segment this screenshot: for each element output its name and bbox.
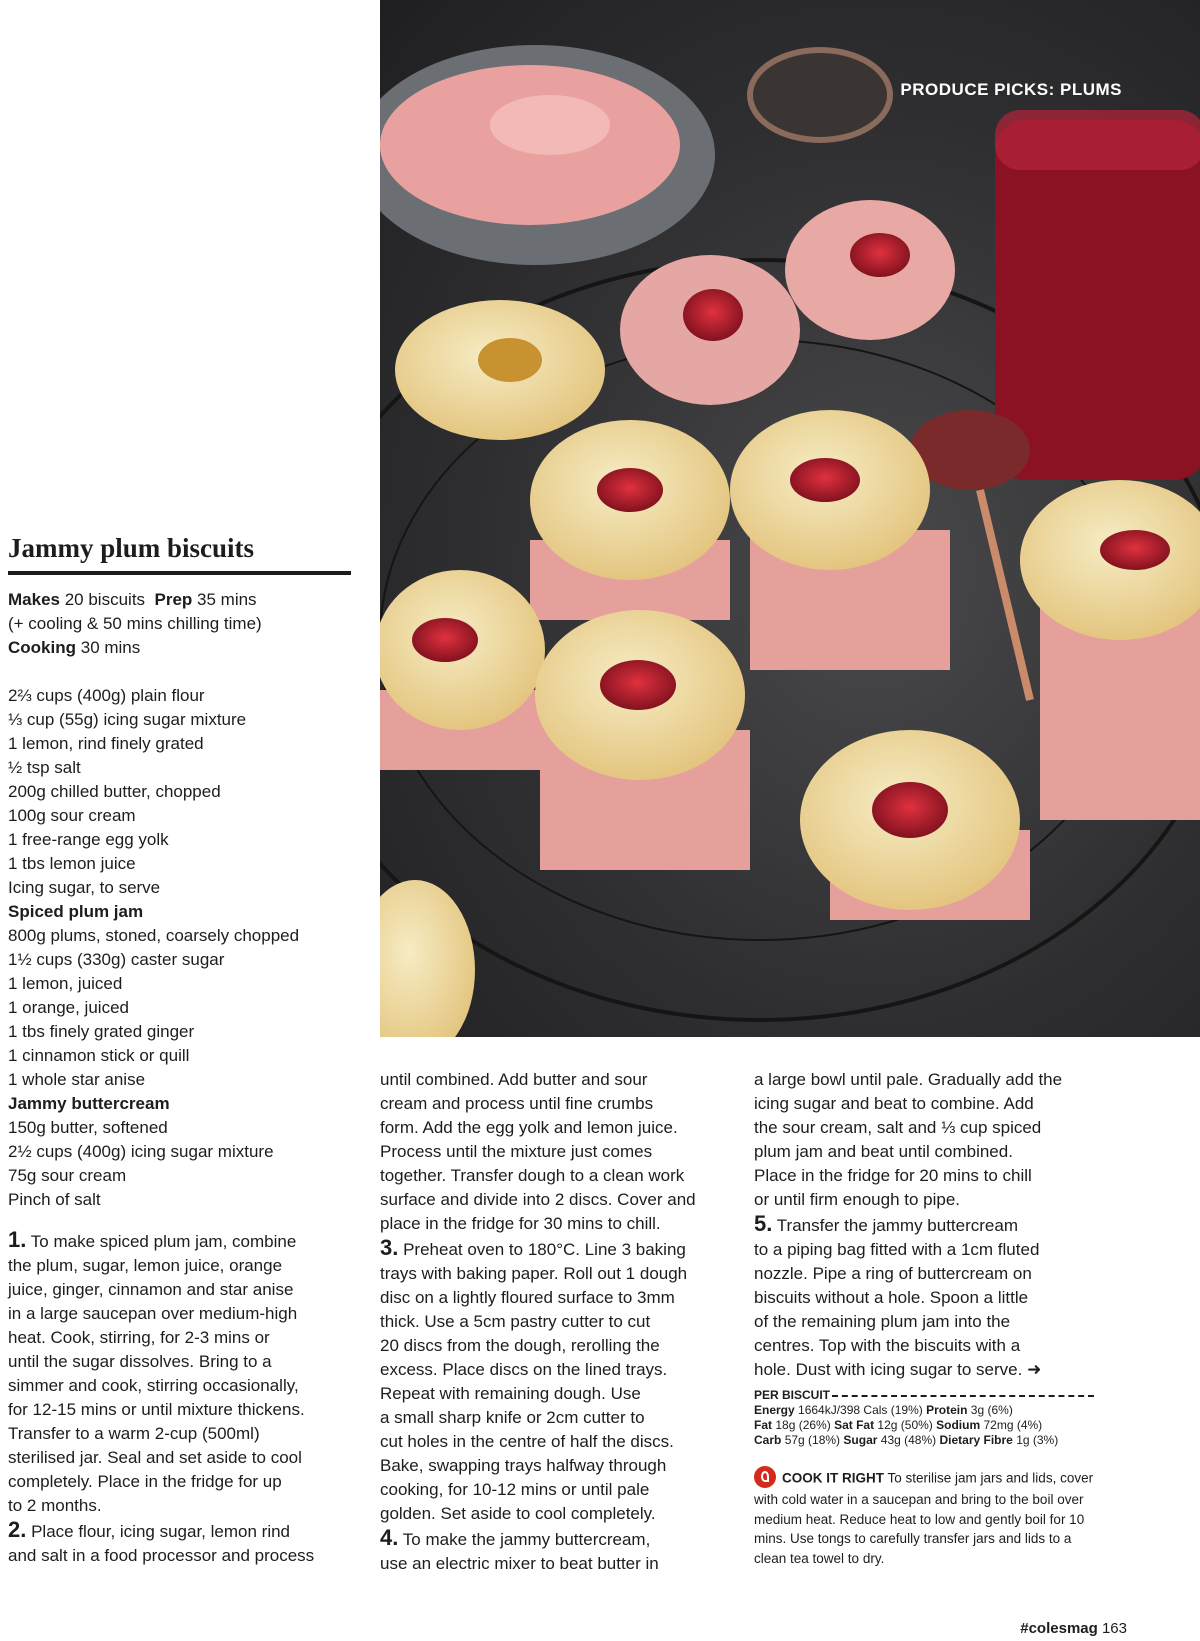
ingredient-item: 200g chilled butter, chopped — [8, 782, 221, 801]
method-text: disc on a lightly floured surface to 3mm — [380, 1288, 675, 1307]
method-text: of the remaining plum jam into the — [754, 1312, 1011, 1331]
method-text: To make the jammy buttercream, — [398, 1530, 651, 1549]
method-text: simmer and cook, stirring occasionally, — [8, 1376, 299, 1395]
method-line — [380, 1286, 745, 1310]
ingredient-item: Icing sugar, to serve — [8, 878, 161, 897]
nutrition-panel — [754, 1388, 1094, 1448]
method-line — [380, 1334, 745, 1358]
method-line — [8, 1398, 373, 1422]
method-line — [754, 1212, 1119, 1238]
method-line — [380, 1262, 745, 1286]
fibre-label: Dietary Fibre — [939, 1433, 1013, 1447]
ingredient-item: ⅓ cup (55g) icing sugar mixture — [8, 710, 247, 729]
method-line — [380, 1068, 745, 1092]
hero-photo — [380, 0, 1200, 1037]
cooking-label: Cooking — [8, 638, 76, 657]
method-text: To make spiced plum jam, combine — [26, 1232, 297, 1251]
method-line — [380, 1454, 745, 1478]
method-line — [8, 1494, 373, 1518]
method-line — [380, 1092, 745, 1116]
method-line — [754, 1358, 1119, 1382]
makes-label: Makes — [8, 590, 60, 609]
step-number: 4. — [380, 1525, 399, 1550]
method-text: hole. Dust with icing sugar to serve. — [754, 1360, 1023, 1379]
ingredient-item: 1 orange, juiced — [8, 998, 129, 1017]
protein-label: Protein — [926, 1403, 968, 1417]
method-line — [754, 1140, 1119, 1164]
method-line — [8, 1422, 373, 1446]
method-text: until combined. Add butter and sour — [380, 1070, 648, 1089]
page-footer — [1020, 1620, 1127, 1637]
method-text: to 2 months. — [8, 1496, 102, 1515]
nutrition-heading: PER BISCUIT — [754, 1388, 831, 1402]
method-column-2 — [380, 1068, 745, 1576]
method-line — [754, 1092, 1119, 1116]
carb-label: Carb — [754, 1433, 782, 1447]
method-line — [8, 1350, 373, 1374]
ingredient-item: 1 whole star anise — [8, 1070, 146, 1089]
recipe-title: Jammy plum biscuits — [8, 533, 255, 563]
method-line — [8, 1254, 373, 1278]
cook-tip-label: COOK IT RIGHT — [782, 1470, 884, 1486]
prep-label: Prep — [154, 590, 193, 609]
cook-tip — [754, 1468, 1099, 1568]
method-line — [8, 1470, 373, 1494]
method-text: Transfer to a warm 2-cup (500ml) — [8, 1424, 260, 1443]
method-text: Place flour, icing sugar, lemon rind — [26, 1522, 291, 1541]
method-text: plum jam and beat until combined. — [754, 1142, 1013, 1161]
method-line — [380, 1502, 745, 1526]
method-line — [8, 1374, 373, 1398]
method-line — [8, 1518, 373, 1544]
method-text: form. Add the egg yolk and lemon juice. — [380, 1118, 678, 1137]
ingredient-item: 1 lemon, rind finely grated — [8, 734, 204, 753]
method-text: a large bowl until pale. Gradually add the — [754, 1070, 1063, 1089]
sodium-label: Sodium — [936, 1418, 981, 1432]
nutrition-divider — [832, 1395, 1094, 1397]
method-line — [380, 1430, 745, 1454]
ingredient-item: 1 tbs lemon juice — [8, 854, 136, 873]
chef-icon — [754, 1466, 776, 1488]
method-text: Process until the mixture just comes — [380, 1142, 653, 1161]
title-divider — [8, 571, 351, 575]
method-line — [380, 1552, 745, 1576]
ingredient-item: 2⅔ cups (400g) plain flour — [8, 686, 205, 705]
prep-note: (+ cooling & 50 mins chilling time) — [8, 614, 262, 633]
method-line — [380, 1164, 745, 1188]
method-column-1 — [8, 1228, 373, 1568]
method-column-3 — [754, 1068, 1119, 1382]
step-number: 5. — [754, 1211, 773, 1236]
method-text: juice, ginger, cinnamon and star anise — [8, 1280, 294, 1299]
ingredient-item: 150g butter, softened — [8, 1118, 168, 1137]
method-text: cut holes in the centre of half the discs. — [380, 1432, 674, 1451]
ingredient-subheading: Jammy buttercream — [8, 1094, 170, 1113]
method-line — [380, 1382, 745, 1406]
method-text: biscuits without a hole. Spoon a little — [754, 1288, 1029, 1307]
method-line — [754, 1238, 1119, 1262]
method-line — [380, 1188, 745, 1212]
method-line — [380, 1236, 745, 1262]
method-text: centres. Top with the biscuits with a — [754, 1336, 1021, 1355]
method-line — [380, 1526, 745, 1552]
method-line — [8, 1278, 373, 1302]
method-line — [8, 1302, 373, 1326]
footer-hashtag: #colesmag — [1020, 1620, 1098, 1637]
prep-value: 35 mins — [197, 590, 257, 609]
method-text: golden. Set aside to cool completely. — [380, 1504, 656, 1523]
cooking-value: 30 mins — [80, 638, 141, 657]
method-line — [380, 1406, 745, 1430]
method-text: cooking, for 10-12 mins or until pale — [380, 1480, 650, 1499]
method-line — [754, 1068, 1119, 1092]
method-line — [754, 1164, 1119, 1188]
method-line — [754, 1262, 1119, 1286]
method-text: surface and divide into 2 discs. Cover and — [380, 1190, 696, 1209]
ingredient-item: 75g sour cream — [8, 1166, 127, 1185]
method-text: place in the fridge for 30 mins to chill. — [380, 1214, 661, 1233]
method-text: in a large saucepan over medium-high — [8, 1304, 298, 1323]
method-text: and salt in a food processor and process — [8, 1546, 315, 1565]
carb-value: 57g (18%) — [784, 1433, 841, 1447]
method-line — [380, 1358, 745, 1382]
method-line — [8, 1446, 373, 1470]
method-line — [754, 1188, 1119, 1212]
fat-label: Fat — [754, 1418, 772, 1432]
method-line — [380, 1212, 745, 1236]
ingredient-subheading: Spiced plum jam — [8, 902, 144, 921]
ingredient-item: 100g sour cream — [8, 806, 136, 825]
method-line — [8, 1544, 373, 1568]
sugar-value: 43g (48%) — [880, 1433, 937, 1447]
method-text: cream and process until fine crumbs — [380, 1094, 654, 1113]
page-number: 163 — [1101, 1620, 1127, 1637]
makes-value: 20 biscuits — [64, 590, 146, 609]
ingredient-item: 2½ cups (400g) icing sugar mixture — [8, 1142, 274, 1161]
biscuits-illustration — [380, 0, 1200, 1037]
fibre-value: 1g (3%) — [1016, 1433, 1059, 1447]
ingredient-item: Pinch of salt — [8, 1190, 101, 1209]
method-text: Repeat with remaining dough. Use — [380, 1384, 641, 1403]
method-text: a small sharp knife or 2cm cutter to — [380, 1408, 645, 1427]
method-line — [380, 1478, 745, 1502]
satfat-value: 12g (50%) — [877, 1418, 933, 1432]
ingredient-item: 1 free-range egg yolk — [8, 830, 169, 849]
method-text: trays with baking paper. Roll out 1 dough — [380, 1264, 688, 1283]
satfat-label: Sat Fat — [834, 1418, 875, 1432]
method-line — [754, 1116, 1119, 1140]
method-line — [8, 1228, 373, 1254]
ingredient-item: ½ tsp salt — [8, 758, 81, 777]
ingredient-item: 1 lemon, juiced — [8, 974, 123, 993]
method-text: thick. Use a 5cm pastry cutter to cut — [380, 1312, 651, 1331]
method-text: to a piping bag fitted with a 1cm fluted — [754, 1240, 1040, 1259]
ingredient-list — [8, 684, 368, 1212]
method-text: or until firm enough to pipe. — [754, 1190, 961, 1209]
method-text: Place in the fridge for 20 mins to chill — [754, 1166, 1032, 1185]
protein-value: 3g (6%) — [970, 1403, 1013, 1417]
section-tag: PRODUCE PICKS: PLUMS — [900, 80, 1122, 99]
method-text: Bake, swapping trays halfway through — [380, 1456, 667, 1475]
energy-value: 1664kJ/398 Cals (19%) — [798, 1403, 923, 1417]
energy-label: Energy — [754, 1403, 795, 1417]
method-text: for 12-15 mins or until mixture thickens. — [8, 1400, 305, 1419]
method-text: sterilised jar. Seal and set aside to cool — [8, 1448, 302, 1467]
method-line — [8, 1326, 373, 1350]
method-line — [754, 1286, 1119, 1310]
method-text: together. Transfer dough to a clean work — [380, 1166, 685, 1185]
method-line — [754, 1334, 1119, 1358]
step-number: 3. — [380, 1235, 399, 1260]
method-line — [380, 1140, 745, 1164]
method-line — [380, 1310, 745, 1334]
method-text: use an electric mixer to beat butter in — [380, 1554, 659, 1573]
ingredient-item: 1 tbs finely grated ginger — [8, 1022, 195, 1041]
method-text: Transfer the jammy buttercream — [772, 1216, 1018, 1235]
recipe-meta — [8, 588, 368, 660]
continue-arrow-icon: ➜ — [1027, 1360, 1042, 1379]
method-text: until the sugar dissolves. Bring to a — [8, 1352, 272, 1371]
method-text: 20 discs from the dough, rerolling the — [380, 1336, 660, 1355]
fat-value: 18g (26%) — [775, 1418, 831, 1432]
cook-tip-text: To sterilise jam jars and lids, cover with cold water in a saucepan and bring to the boil over medium heat. Reduce heat to low and gently boil for 10 mins. Use tongs to carefully transfer jars and lids to a clean tea towel to dry. — [754, 1470, 1094, 1566]
sodium-value: 72mg (4%) — [983, 1418, 1043, 1432]
method-text: Preheat oven to 180°C. Line 3 baking — [398, 1240, 686, 1259]
method-text: icing sugar and beat to combine. Add — [754, 1094, 1034, 1113]
method-line — [754, 1310, 1119, 1334]
method-text: the sour cream, salt and ⅓ cup spiced — [754, 1118, 1042, 1137]
method-line — [380, 1116, 745, 1140]
method-text: heat. Cook, stirring, for 2-3 mins or — [8, 1328, 270, 1347]
step-number: 2. — [8, 1517, 27, 1542]
ingredient-item: 1½ cups (330g) caster sugar — [8, 950, 225, 969]
method-text: the plum, sugar, lemon juice, orange — [8, 1256, 283, 1275]
ingredient-item: 800g plums, stoned, coarsely chopped — [8, 926, 300, 945]
step-number: 1. — [8, 1227, 27, 1252]
ingredient-item: 1 cinnamon stick or quill — [8, 1046, 190, 1065]
method-text: completely. Place in the fridge for up — [8, 1472, 282, 1491]
sugar-label: Sugar — [843, 1433, 878, 1447]
method-text: excess. Place discs on the lined trays. — [380, 1360, 668, 1379]
method-text: nozzle. Pipe a ring of buttercream on — [754, 1264, 1032, 1283]
